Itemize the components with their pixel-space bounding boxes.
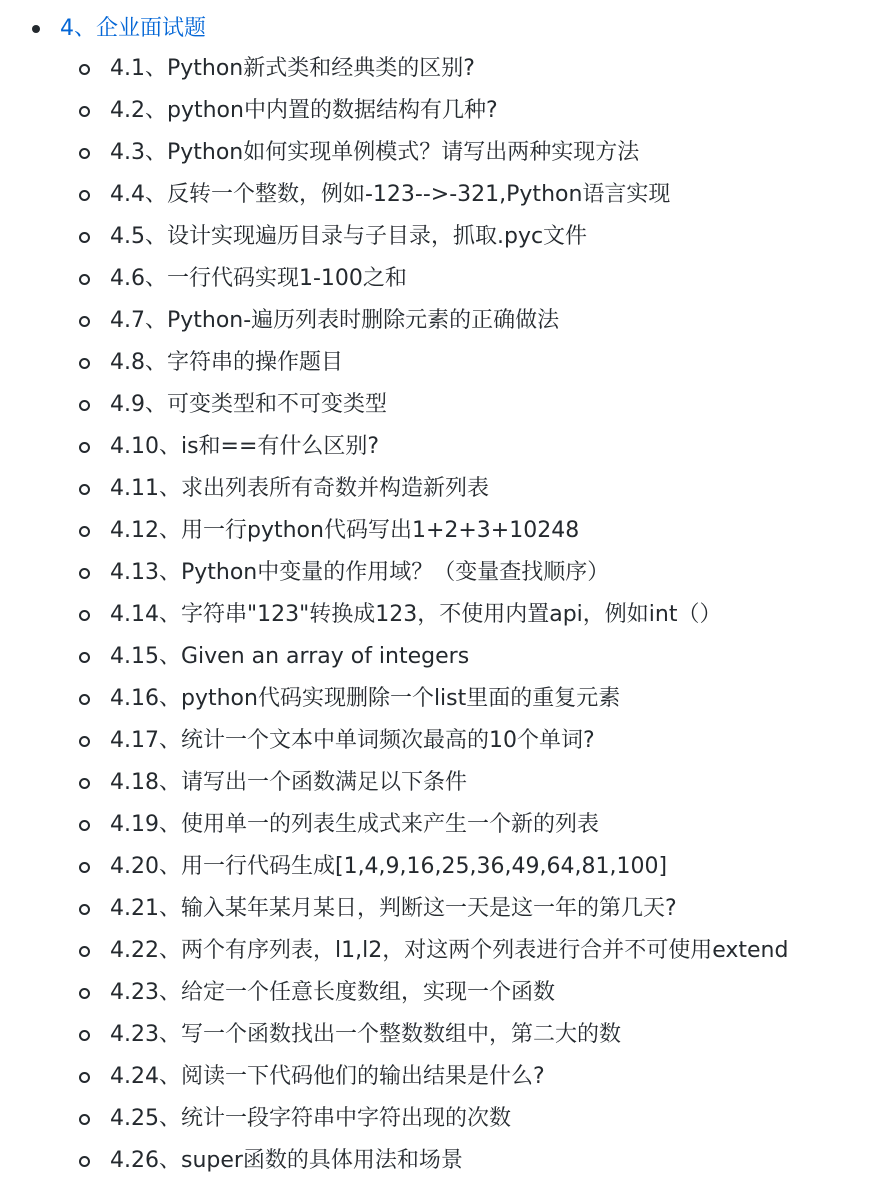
bullet-circle-icon: [79, 316, 90, 327]
toc-list: [0, 10, 896, 1182]
toc-item-link[interactable]: 4.9、可变类型和不可变类型: [110, 392, 387, 417]
toc-item-link[interactable]: 4.3、Python如何实现单例模式？请写出两种实现方法: [110, 140, 640, 165]
toc-item: [0, 1056, 896, 1098]
toc-item-link[interactable]: 4.5、设计实现遍历目录与子目录，抓取.pyc文件: [110, 224, 588, 249]
toc-item-link[interactable]: 4.19、使用单一的列表生成式来产生一个新的列表: [110, 812, 599, 837]
bullet-circle-icon: [79, 862, 90, 873]
toc-item: [0, 48, 896, 90]
toc-item-link[interactable]: 4.23、给定一个任意长度数组，实现一个函数: [110, 980, 555, 1005]
toc-item: [0, 1098, 896, 1140]
toc-item-link[interactable]: 4.4、反转一个整数，例如-123-->-321,Python语言实现: [110, 182, 671, 207]
bullet-circle-icon: [79, 568, 90, 579]
bullet-circle-icon: [79, 64, 90, 75]
toc-item: [0, 804, 896, 846]
bullet-circle-icon: [79, 526, 90, 537]
bullet-circle-icon: [79, 610, 90, 621]
toc-item-link[interactable]: 4.17、统计一个文本中单词频次最高的10个单词?: [110, 728, 595, 753]
toc-sub-list: [0, 48, 896, 1182]
toc-section-header: [0, 10, 896, 48]
toc-item: [0, 1014, 896, 1056]
bullet-circle-icon: [79, 694, 90, 705]
bullet-circle-icon: [79, 988, 90, 999]
bullet-circle-icon: [79, 148, 90, 159]
bullet-circle-icon: [79, 778, 90, 789]
toc-item: [0, 552, 896, 594]
toc-item-link[interactable]: 4.6、一行代码实现1-100之和: [110, 266, 407, 291]
toc-item: [0, 678, 896, 720]
toc-item-link[interactable]: 4.10、is和==有什么区别?: [110, 434, 380, 459]
toc-item: [0, 468, 896, 510]
toc-item-link[interactable]: 4.25、统计一段字符串中字符出现的次数: [110, 1106, 511, 1131]
bullet-circle-icon: [79, 1030, 90, 1041]
bullet-circle-icon: [79, 1114, 90, 1125]
bullet-circle-icon: [79, 442, 90, 453]
toc-item-link[interactable]: 4.26、super函数的具体用法和场景: [110, 1148, 463, 1173]
toc-item: [0, 342, 896, 384]
toc-item-link[interactable]: 4.13、Python中变量的作用域？（变量查找顺序）: [110, 560, 610, 585]
toc-item: [0, 594, 896, 636]
bullet-circle-icon: [79, 232, 90, 243]
toc-section-link[interactable]: 4、企业面试题: [60, 16, 206, 41]
toc-item: [0, 762, 896, 804]
bullet-circle-icon: [79, 190, 90, 201]
bullet-circle-icon: [79, 400, 90, 411]
toc-item: [0, 132, 896, 174]
bullet-circle-icon: [79, 946, 90, 957]
toc-section-4: [0, 10, 896, 1182]
toc-item-link[interactable]: 4.7、Python-遍历列表时删除元素的正确做法: [110, 308, 560, 333]
bullet-circle-icon: [79, 736, 90, 747]
toc-item-link[interactable]: 4.18、请写出一个函数满足以下条件: [110, 770, 467, 795]
toc-item: [0, 300, 896, 342]
toc-item-link[interactable]: 4.11、求出列表所有奇数并构造新列表: [110, 476, 489, 501]
toc-item: [0, 930, 896, 972]
toc-item: [0, 972, 896, 1014]
toc-item-link[interactable]: 4.22、两个有序列表，l1,l2，对这两个列表进行合并不可使用extend: [110, 938, 789, 963]
toc-item: [0, 426, 896, 468]
toc-item-link[interactable]: 4.20、用一行代码生成[1,4,9,16,25,36,49,64,81,100]: [110, 854, 668, 879]
toc-item: [0, 510, 896, 552]
toc-item-link[interactable]: 4.1、Python新式类和经典类的区别?: [110, 56, 475, 81]
bullet-circle-icon: [79, 652, 90, 663]
toc-item: [0, 720, 896, 762]
toc-item-link[interactable]: 4.23、写一个函数找出一个整数数组中，第二大的数: [110, 1022, 621, 1047]
bullet-circle-icon: [79, 1156, 90, 1167]
bullet-circle-icon: [79, 274, 90, 285]
bullet-circle-icon: [79, 358, 90, 369]
bullet-circle-icon: [79, 484, 90, 495]
bullet-circle-icon: [79, 106, 90, 117]
toc-item: [0, 636, 896, 678]
toc-item: [0, 258, 896, 300]
toc-item-link[interactable]: 4.21、输入某年某月某日，判断这一天是这一年的第几天?: [110, 896, 677, 921]
toc-item: [0, 216, 896, 258]
bullet-circle-icon: [79, 1072, 90, 1083]
toc-item: [0, 90, 896, 132]
toc-item-link[interactable]: 4.24、阅读一下代码他们的输出结果是什么?: [110, 1064, 545, 1089]
bullet-disc-icon: [32, 25, 40, 33]
toc-item-link[interactable]: 4.12、用一行python代码写出1+2+3+10248: [110, 518, 580, 543]
bullet-circle-icon: [79, 904, 90, 915]
toc-item: [0, 384, 896, 426]
toc-item-link[interactable]: 4.15、Given an array of integers: [110, 644, 470, 669]
toc-item: [0, 846, 896, 888]
toc-item: [0, 174, 896, 216]
toc-item-link[interactable]: 4.14、字符串"123"转换成123，不使用内置api，例如int（）: [110, 602, 722, 627]
bullet-circle-icon: [79, 820, 90, 831]
toc-item-link[interactable]: 4.8、字符串的操作题目: [110, 350, 343, 375]
toc-item: [0, 888, 896, 930]
toc-item: [0, 1140, 896, 1182]
toc-item-link[interactable]: 4.16、python代码实现删除一个list里面的重复元素: [110, 686, 621, 711]
toc-item-link[interactable]: 4.2、python中内置的数据结构有几种?: [110, 98, 498, 123]
